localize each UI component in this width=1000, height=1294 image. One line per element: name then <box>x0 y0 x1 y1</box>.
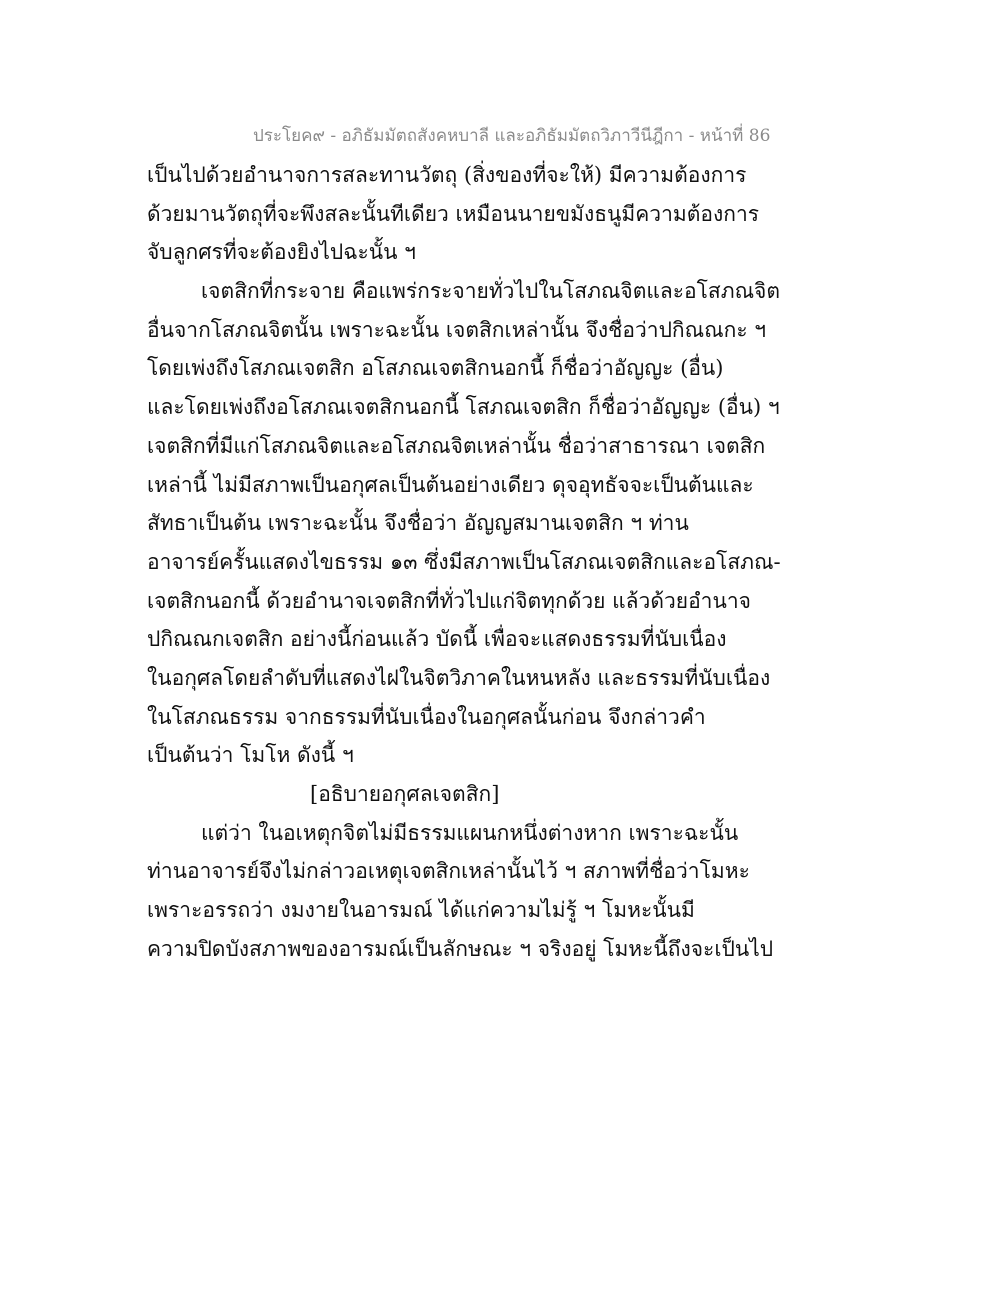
text-line: เป็นไปด้วยอำนาจการสละทานวัตถุ (สิ่งของที่จะให้) มีความต้องการ <box>147 163 747 187</box>
text-line: เหล่านี้ ไม่มีสภาพเป็นอกุศลเป็นต้นอย่างเดียว ดุจอุทธัจจะเป็นต้นและ <box>147 472 754 497</box>
text-line: ในโสภณธรรม จากธรรมที่นับเนื่องในอกุศลนั้นก่อน จึงกล่าวคำ <box>147 704 706 729</box>
text-line: อาจารย์ครั้นแสดงไขธรรม ๑๓ ซึ่งมีสภาพเป็นโสภณเจตสิกและอโสภณ- <box>147 549 781 574</box>
text-line: และโดยเพ่งถึงอโสภณเจตสิกนอกนี้ โสภณเจตสิก ก็ชื่อว่าอัญญะ (อื่น) ฯ <box>147 395 780 420</box>
text-line: เจตสิกที่มีแก่โสภณจิตและอโสภณจิตเหล่านั้น ชื่อว่าสาธารณา เจตสิก <box>147 433 766 458</box>
text-line: ด้วยมานวัตถุที่จะพึงสละนั้นทีเดียว เหมือนนายขมังธนูมีความต้องการ <box>147 201 760 226</box>
paragraph-first-line: แต่ว่า ในอเหตุกจิตไม่มีธรรมแผนกหนึ่งต่างหาก เพราะฉะนั้น <box>201 820 739 845</box>
text-line: ท่านอาจารย์จึงไม่กล่าวอเหตุเจตสิกเหล่านั้นไว้ ฯ สภาพที่ชื่อว่าโมหะ <box>147 859 750 884</box>
text-line: เจตสิกนอกนี้ ด้วยอำนาจเจตสิกที่ทั่วไปแก่จิตทุกด้วย แล้วด้วยอำนาจ <box>147 588 751 613</box>
section-heading: [อธิบายอกุศลเจตสิก] <box>310 782 500 806</box>
running-header: ประโยค๙ - อภิธัมมัตถสังคหบาลี และอภิธัมมัตถวิภาวีนีฎีกา - หน้าที่ 86 <box>253 126 771 146</box>
text-line: ปกิณณกเจตสิก อย่างนี้ก่อนแล้ว บัดนี้ เพื่อจะแสดงธรรมที่นับเนื่อง <box>147 627 727 652</box>
paragraph-first-line: เจตสิกที่กระจาย คือแพร่กระจายทั่วไปในโสภณจิตและอโสภณจิต <box>201 279 780 304</box>
body-text <box>147 158 787 970</box>
text-line: อื่นจากโสภณจิตนั้น เพราะฉะนั้น เจตสิกเหล่านั้น จึงชื่อว่าปกิณณกะ ฯ <box>147 317 767 342</box>
text-line: เป็นต้นว่า โมโห ดังนี้ ฯ <box>147 743 354 768</box>
text-line: จับลูกศรที่จะต้องยิงไปฉะนั้น ฯ <box>147 240 416 265</box>
text-line: เพราะอรรถว่า งมงายในอารมณ์ ได้แก่ความไม่รู้ ฯ โมหะนั้นมี <box>147 898 695 923</box>
text-line: โดยเพ่งถึงโสภณเจตสิก อโสภณเจตสิกนอกนี้ ก็ชื่อว่าอัญญะ (อื่น) <box>147 356 724 381</box>
text-line: ในอกุศลโดยลำดับที่แสดงไฝในจิตวิภาคในหนหลัง และธรรมที่นับเนื่อง <box>147 665 771 690</box>
text-line: สัทธาเป็นต้น เพราะฉะนั้น จึงชื่อว่า อัญญสมานเจตสิก ฯ ท่าน <box>147 511 689 536</box>
text-line: ความปิดบังสภาพของอารมณ์เป็นลักษณะ ฯ จริงอยู่ โมหะนี้ถึงจะเป็นไป <box>147 936 774 961</box>
